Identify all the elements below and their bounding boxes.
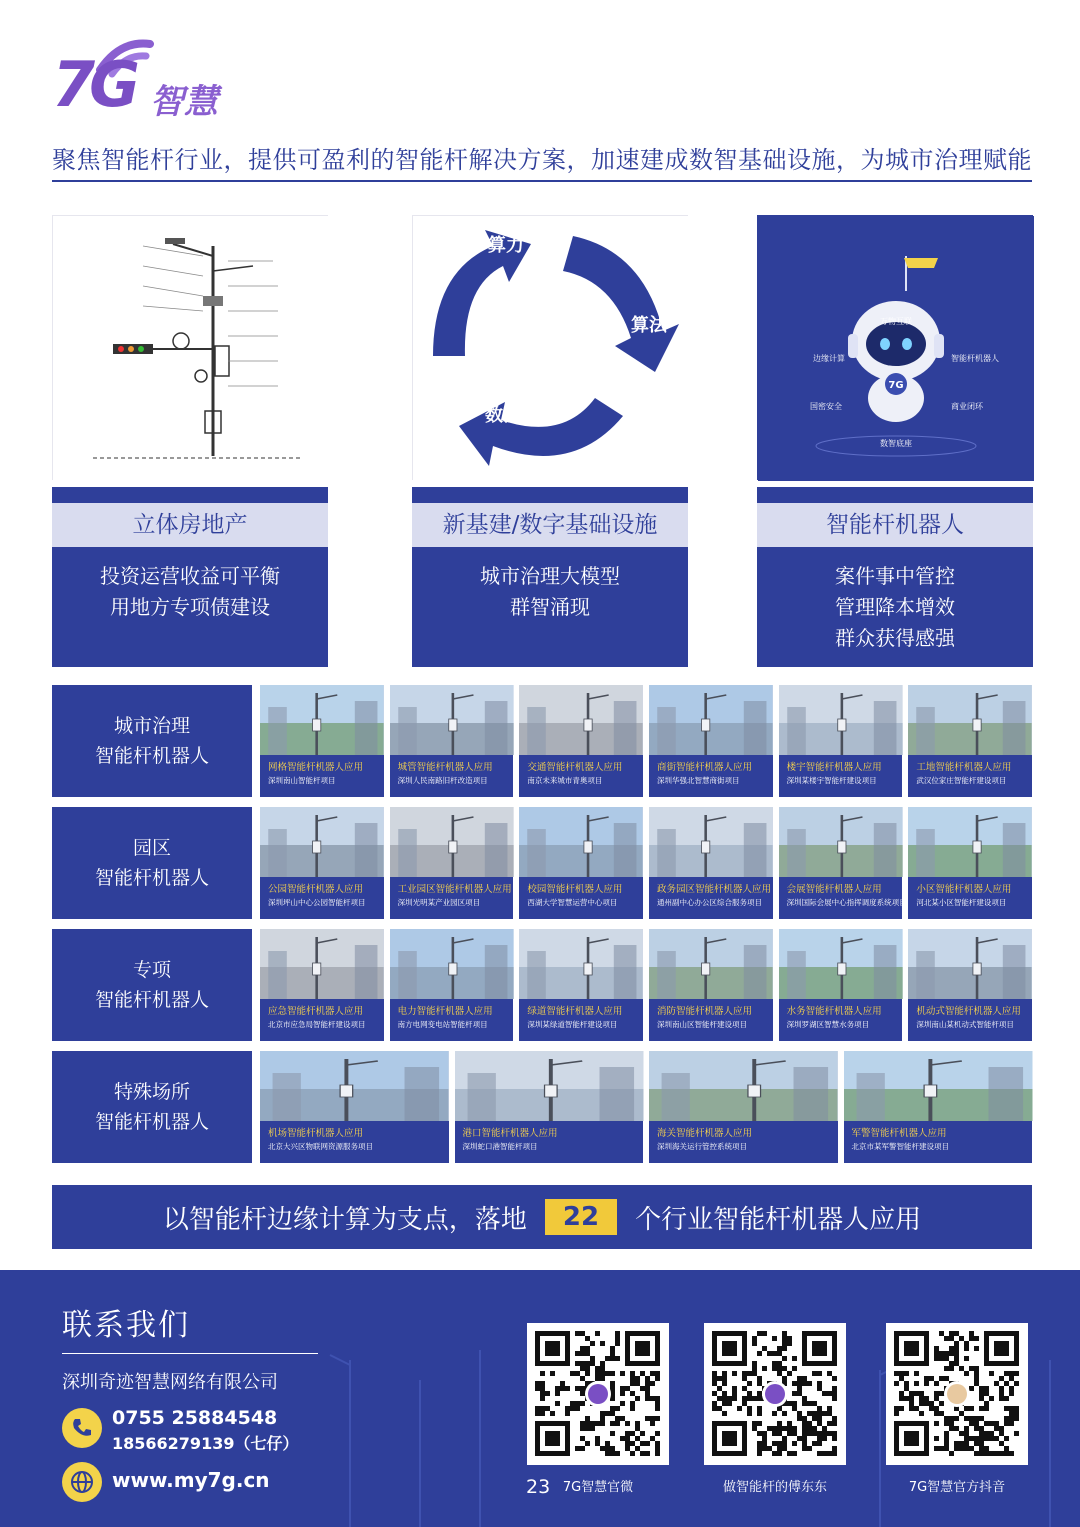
industrial-pole-icon	[390, 807, 514, 877]
tile-title: 海关智能杆机器人应用	[657, 1128, 753, 1139]
mobile-pole-icon	[908, 929, 1032, 999]
street-pole-trees-icon	[260, 685, 384, 755]
application-row	[52, 929, 1032, 1041]
tile-caption	[844, 1121, 1033, 1163]
application-tile[interactable]	[649, 929, 773, 1041]
robot-label: 万物互联	[880, 317, 912, 326]
tile-subtitle: 南方电网变电站智能杆项目	[397, 1020, 488, 1029]
feature-card-robot	[757, 215, 1033, 667]
card-line: 群众获得感强	[835, 626, 955, 650]
row-category-label	[52, 685, 252, 797]
application-tile[interactable]	[779, 685, 903, 797]
row-label-line: 智能杆机器人	[94, 745, 209, 767]
mobile-number[interactable]: 18566279139（七仔）	[112, 1434, 299, 1453]
tile-subtitle: 深圳海关运行管控系统项目	[657, 1142, 747, 1151]
tile-subtitle: 深圳罗湖区智慧水务项目	[786, 1020, 870, 1029]
contact-footer	[0, 1270, 1080, 1527]
tile-caption	[649, 877, 773, 919]
summary-text: 个行业智能杆机器人应用	[635, 1204, 922, 1235]
park-pole-icon	[260, 807, 384, 877]
tile-caption	[260, 877, 384, 919]
tile-caption	[908, 999, 1032, 1041]
application-tile[interactable]	[519, 685, 643, 797]
smart-pole-diagram	[53, 216, 329, 481]
application-tile[interactable]	[260, 807, 384, 919]
card-line: 城市治理大模型	[480, 564, 620, 588]
application-row	[52, 1051, 1032, 1163]
tile-caption	[519, 877, 643, 919]
card-body	[412, 547, 688, 667]
tile-title: 港口智能杆机器人应用	[462, 1128, 558, 1139]
tile-subtitle: 深圳坪山中心公园智能杆项目	[268, 898, 366, 907]
row-category-label	[52, 1051, 252, 1163]
tile-subtitle: 河北某小区智能杆建设项目	[916, 898, 1007, 907]
qr-code-personal[interactable]	[704, 1323, 846, 1465]
feature-card-infrastructure	[412, 215, 688, 667]
tile-caption	[649, 999, 773, 1041]
application-tile[interactable]	[260, 1051, 449, 1163]
application-tile[interactable]	[519, 929, 643, 1041]
tile-caption	[260, 999, 384, 1041]
tile-title: 军警智能杆机器人应用	[851, 1128, 947, 1139]
power-pole-icon	[390, 929, 514, 999]
construction-pole-icon	[908, 685, 1032, 755]
card-title: 新基建/数字基础设施	[412, 503, 688, 547]
tile-caption	[455, 1121, 644, 1163]
application-tile[interactable]	[908, 807, 1032, 919]
qr-code-douyin[interactable]	[886, 1323, 1028, 1465]
arrow-label: 算法	[631, 315, 667, 336]
row-label-line: 智能杆机器人	[94, 867, 209, 889]
application-tile[interactable]	[649, 807, 773, 919]
emergency-pole-icon	[260, 929, 384, 999]
tile-title: 城管智能杆机器人应用	[397, 762, 493, 773]
logo-wordmark: 智慧	[150, 82, 218, 122]
traffic-light-icon	[519, 685, 643, 755]
card-line: 用地方专项债建设	[110, 595, 270, 619]
customs-pole-icon	[649, 1051, 838, 1121]
card-accent-bar	[757, 487, 1033, 503]
cycle-diagram-image	[412, 215, 688, 480]
military-pole-icon	[844, 1051, 1033, 1121]
tile-title: 校园智能杆机器人应用	[527, 884, 623, 895]
tile-title: 电力智能杆机器人应用	[397, 1006, 493, 1017]
tile-subtitle: 深圳某绿道智能杆建设项目	[527, 1020, 618, 1029]
tile-title: 绿道智能杆机器人应用	[527, 1006, 623, 1017]
application-tile[interactable]	[908, 929, 1032, 1041]
exhibition-pole-icon	[779, 807, 903, 877]
tile-title: 网格智能杆机器人应用	[268, 762, 364, 773]
street-pole-buildings-icon	[390, 685, 514, 755]
tile-subtitle: 北京大兴区物联网资源服务项目	[268, 1142, 373, 1151]
company-logo	[52, 30, 252, 125]
card-line: 管理降本增效	[835, 595, 955, 619]
application-tile[interactable]	[390, 929, 514, 1041]
application-tile[interactable]	[260, 929, 384, 1041]
summary-count: 22	[545, 1199, 617, 1235]
greenway-pole-icon	[519, 929, 643, 999]
tile-caption	[519, 755, 643, 797]
application-tile[interactable]	[844, 1051, 1033, 1163]
robot-label: 智能杆机器人	[951, 354, 999, 363]
card-body	[52, 547, 328, 667]
port-pole-icon	[455, 1051, 644, 1121]
tile-subtitle: 深圳人民南路旧杆改造项目	[397, 776, 488, 785]
tile-caption	[649, 755, 773, 797]
tile-subtitle: 通州副中心办公区综合服务项目	[657, 898, 762, 907]
tile-caption	[390, 755, 514, 797]
website-link[interactable]: www.my7g.cn	[112, 1468, 270, 1492]
tile-subtitle: 深圳华强北智慧商街项目	[657, 776, 740, 785]
tile-title: 工地智能杆机器人应用	[916, 762, 1012, 773]
tile-caption	[779, 877, 907, 919]
summary-text: 以智能杆边缘计算为支点，落地	[162, 1204, 527, 1235]
tile-caption	[779, 999, 903, 1041]
tile-title: 水务智能杆机器人应用	[786, 1006, 882, 1017]
robot-label: 边缘计算	[813, 354, 845, 363]
application-tile[interactable]	[519, 807, 643, 919]
robot-illustration-image	[757, 215, 1033, 480]
tile-subtitle: 深圳南山智能杆项目	[268, 776, 336, 785]
tile-caption	[908, 877, 1032, 919]
tile-caption	[908, 755, 1032, 797]
campus-pole-icon	[519, 807, 643, 877]
tile-subtitle: 深圳南山某机动式智能杆项目	[916, 1020, 1014, 1029]
phone-number[interactable]: 0755 25884548	[112, 1407, 278, 1429]
tile-subtitle: 深圳蛇口港智能杆项目	[462, 1142, 538, 1151]
tile-subtitle: 深圳光明某产业园区项目	[397, 898, 481, 907]
cycle-arrows-diagram	[413, 216, 689, 481]
building-pole-icon	[779, 685, 903, 755]
phone-icon	[62, 1408, 102, 1448]
tile-subtitle: 南京未来城市青奥项目	[527, 776, 603, 785]
robot-label: 数智底座	[880, 439, 912, 448]
tile-title: 交通智能杆机器人应用	[527, 762, 623, 773]
tile-title: 商街智能杆机器人应用	[657, 762, 753, 773]
tile-subtitle: 北京市某军警智能杆建设项目	[851, 1142, 949, 1151]
divider	[52, 180, 1032, 182]
application-tile[interactable]	[649, 1051, 838, 1163]
tile-caption	[390, 877, 514, 919]
tile-subtitle: 深圳南山区智能杆建设项目	[657, 1020, 747, 1029]
water-pole-icon	[779, 929, 903, 999]
row-label-line: 特殊场所	[113, 1081, 190, 1103]
card-title: 智能杆机器人	[757, 503, 1033, 547]
tile-title: 机动式智能杆机器人应用	[916, 1006, 1021, 1017]
residential-pole-icon	[908, 807, 1032, 877]
tile-title: 楼宇智能杆机器人应用	[786, 762, 882, 773]
row-label-line: 专项	[132, 959, 171, 981]
tile-caption	[260, 1121, 449, 1163]
card-title: 立体房地产	[52, 503, 328, 547]
card-line: 群智涌现	[510, 595, 590, 619]
tile-title: 消防智能杆机器人应用	[657, 1006, 753, 1017]
tile-title: 公园智能杆机器人应用	[268, 884, 364, 895]
row-label-line: 智能杆机器人	[94, 989, 209, 1011]
commercial-street-icon	[649, 685, 773, 755]
tile-subtitle: 西湖大学智慧运营中心项目	[527, 898, 618, 907]
application-tile[interactable]	[390, 807, 514, 919]
tile-title: 会展智能杆机器人应用	[786, 884, 882, 895]
card-accent-bar	[52, 487, 328, 503]
card-accent-bar	[412, 487, 688, 503]
tile-subtitle: 北京市应急局智能杆建设项目	[268, 1020, 366, 1029]
robot-badge: 7G	[888, 380, 904, 391]
card-body	[757, 547, 1033, 667]
application-tile[interactable]	[390, 685, 514, 797]
card-line: 投资运营收益可平衡	[100, 564, 280, 588]
tile-subtitle: 深圳某楼宇智能杆建设项目	[786, 776, 877, 785]
feature-card-real-estate	[52, 215, 328, 667]
robot-label: 国密安全	[810, 402, 842, 411]
application-tile[interactable]	[455, 1051, 644, 1163]
row-label-line: 园区	[132, 837, 171, 859]
row-category-label	[52, 929, 252, 1041]
application-tile[interactable]	[649, 685, 773, 797]
globe-icon	[62, 1462, 102, 1502]
tile-caption	[649, 1121, 838, 1163]
application-tile[interactable]	[779, 807, 907, 919]
qr-caption: 7G智慧官方抖音	[908, 1480, 1006, 1495]
application-tile[interactable]	[779, 929, 903, 1041]
application-tile[interactable]	[260, 685, 384, 797]
robot-label: 商业闭环	[951, 402, 983, 411]
tile-caption	[519, 999, 643, 1041]
arrow-label: 数据	[485, 405, 521, 426]
qr-caption: 7G智慧官微	[562, 1480, 634, 1495]
company-name: 深圳奇迹智慧网络有限公司	[62, 1372, 278, 1393]
tagline: 聚焦智能杆行业，提供可盈利的智能杆解决方案，加速建成数智基础设施，为城市治理赋能	[52, 146, 1032, 174]
divider	[62, 1353, 318, 1354]
tile-caption	[390, 999, 514, 1041]
tile-caption	[779, 755, 903, 797]
contact-title: 联系我们	[62, 1308, 190, 1343]
airport-pole-icon	[260, 1051, 449, 1121]
tile-subtitle: 深圳国际会展中心指挥调度系统项目	[786, 898, 907, 907]
summary-banner	[52, 1185, 1032, 1249]
arrow-label: 算力	[488, 235, 524, 256]
application-row	[52, 807, 1032, 919]
fire-pole-icon	[649, 929, 773, 999]
row-label-line: 城市治理	[113, 715, 190, 737]
logo-mark: 7G	[52, 48, 135, 121]
tile-subtitle: 武汉位家庄智能杆建设项目	[916, 776, 1007, 785]
row-label-line: 智能杆机器人	[94, 1111, 209, 1133]
robot-illustration	[758, 216, 1034, 481]
tile-title: 应急智能杆机器人应用	[268, 1006, 364, 1017]
application-tile[interactable]	[908, 685, 1032, 797]
tile-caption	[260, 755, 384, 797]
tile-title: 工业园区智能杆机器人应用	[397, 884, 512, 895]
card-line: 案件事中管控	[835, 564, 955, 588]
pole-schematic-image	[52, 215, 328, 480]
qr-code-wechat[interactable]	[527, 1323, 669, 1465]
page-number: 23	[526, 1476, 551, 1498]
qr-caption: 做智能杆的傅东东	[722, 1480, 827, 1495]
row-category-label	[52, 807, 252, 919]
tile-title: 小区智能杆机器人应用	[916, 884, 1012, 895]
application-row	[52, 685, 1032, 797]
government-pole-icon	[649, 807, 773, 877]
tile-title: 机场智能杆机器人应用	[268, 1128, 364, 1139]
tile-title: 政务园区智能杆机器人应用	[657, 884, 772, 895]
